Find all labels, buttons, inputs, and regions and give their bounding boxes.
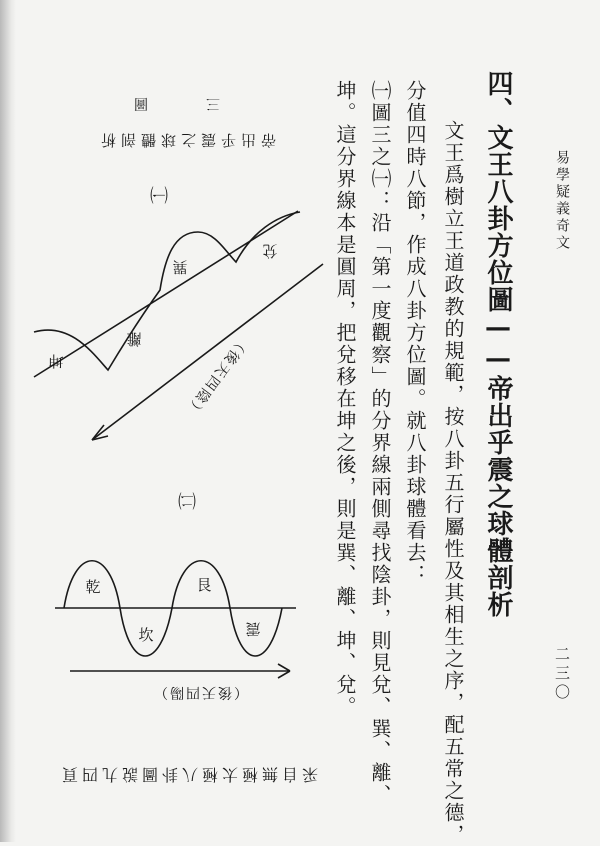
section-title: 四、文王八卦方位圖——帝出乎震之球體剖析 (483, 70, 513, 618)
label-kan: 坎 (138, 626, 154, 644)
label-qian: 乾 (85, 578, 101, 596)
figure-part1-labels (48, 242, 277, 420)
label-xun: 巽 (172, 258, 188, 276)
figure-part2-mark: ㈡ (178, 489, 196, 510)
figure-caption: 采自無極太極八卦圖說九四頁 (58, 765, 319, 784)
part1-divider-line (34, 211, 298, 377)
body-column-1: 文王爲樹立王道政教的規範，按八卦五行屬性及其相生之序，配五常之德， (441, 120, 465, 846)
figure-title: 三 圖 (112, 95, 220, 111)
label-li: 離 (126, 330, 142, 348)
label-part1-arrow-note: （後天四陰） (181, 333, 252, 420)
part1-arrow-head (92, 425, 108, 440)
figure-part2-labels (85, 576, 260, 701)
label-zhen: 震 (245, 620, 261, 638)
label-part2-arrow-note: （後天四陽） (152, 684, 248, 700)
figure-subtitle: 帝出乎震之球體剖析 (96, 131, 277, 149)
page-number: 二三〇 (553, 646, 571, 703)
body-column-2: 分值四時八節，作成八卦方位圖。就八卦球體看去： (403, 80, 427, 586)
running-head: 易學疑義奇文 (554, 150, 570, 252)
body-column-3: ㈠圖三之㈠：沿「第一度觀察」的分界線兩側尋找陰卦，則見兌、巽、離、 (368, 80, 392, 806)
label-gen: 艮 (196, 576, 212, 594)
body-column-4: 坤。這分界線本是圓周，把兌移在坤之後，則是巽、離、坤、兌。 (333, 80, 357, 718)
part1-arrow-line (92, 264, 323, 440)
figure-part1-diagram (34, 211, 323, 440)
label-kun: 坤 (48, 352, 64, 370)
figure-part1-mark: ㈠ (150, 183, 168, 204)
label-dui: 兌 (262, 242, 278, 260)
